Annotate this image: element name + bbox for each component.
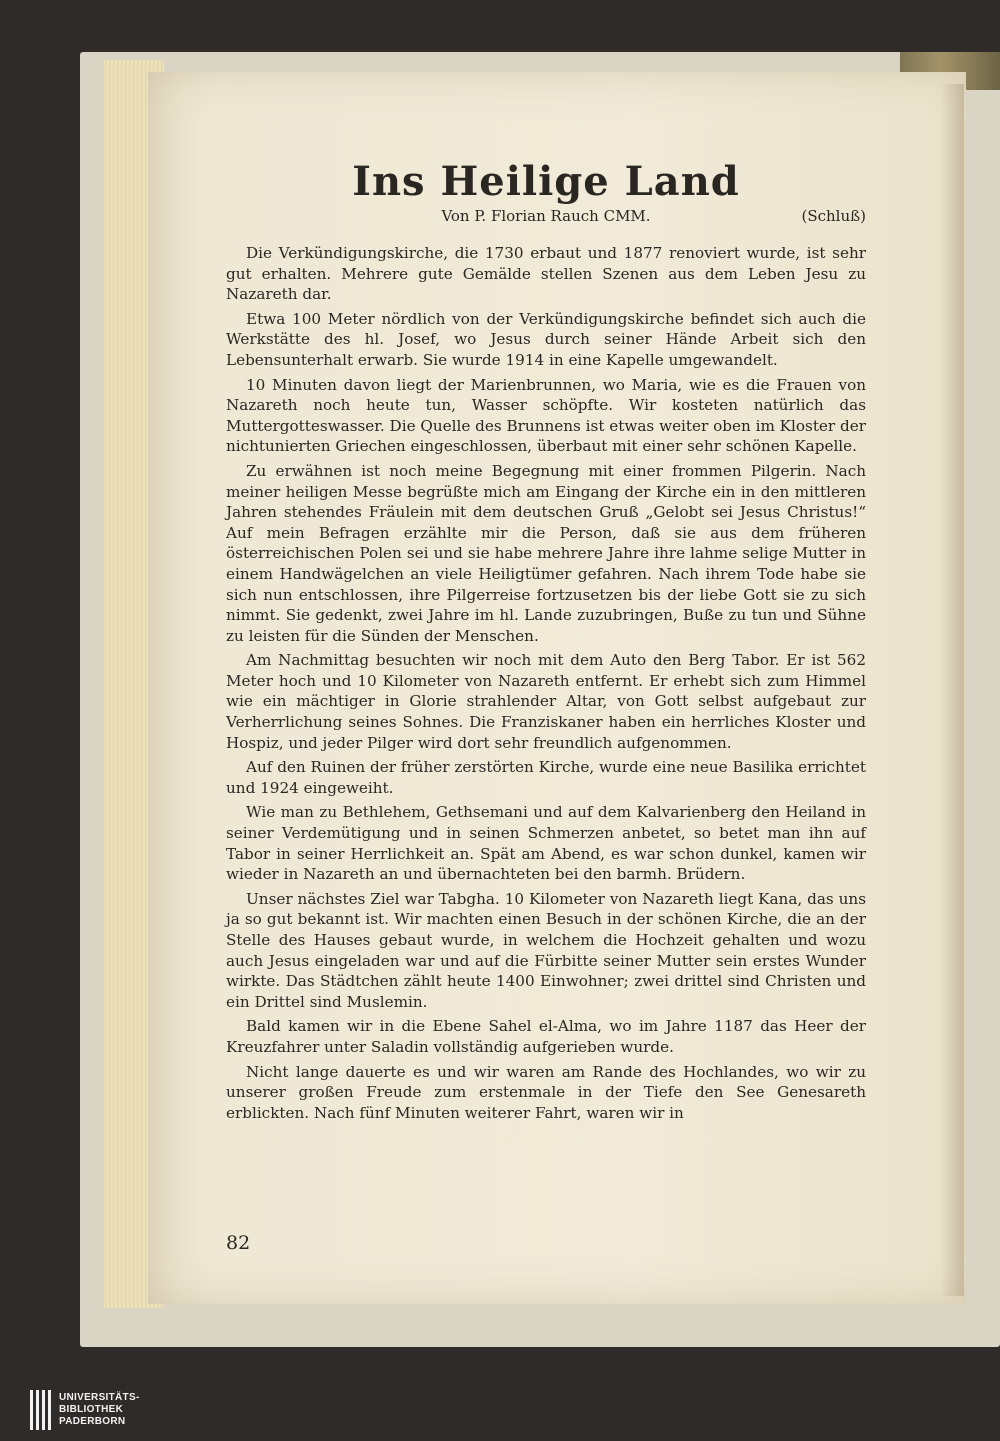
library-logo-icon <box>30 1390 51 1430</box>
paragraph: Etwa 100 Meter nördlich von der Verkündigungskirche befindet sich auch die Werkstätte des hl. Josef, wo Jesus durch seiner Hände Arbeit sich den Lebensunterhalt erwarb. Sie wurde 1914 in eine Kapelle umgewandelt. <box>226 309 866 369</box>
logo-line: PADERBORN <box>59 1416 126 1427</box>
article-title: Ins Heilige Land <box>352 158 740 205</box>
paragraph: Auf den Ruinen der früher zerstörten Kirche, wurde eine neue Basilika errichtet und 1924 eingeweiht. <box>226 758 866 797</box>
author-line: Von P. Florian Rauch CMM. <box>441 207 651 225</box>
paragraph: Bald kamen wir in die Ebene Sahel el-Alma, wo im Jahre 1187 das Heer der Kreuzfahrer unter Saladin vollständig aufgerieben wurde. <box>226 1017 866 1056</box>
paragraph: Zu erwähnen ist noch meine Begegnung mit einer frommen Pilgerin. Nach meiner heiligen Messe begrüßte mich am Eingang der Kirche ein in den mittleren Jahren stehendes Fräulein mit dem deutschen Gruß „Gelobt sei Jesus Christus!“ Auf mein Befragen erzählte mir die Person, daß sie aus dem früheren österreichischen Polen sei und sie habe mehrere Jahre ihre lahme selige Mutter in einem Handwägelchen an viele Heiligtümer gefahren. Nach ihrem Tode habe sie sich nun entschlossen, ihre Pilgerreise fortzusetzen bis der liebe Gott sie zu sich nimmt. Sie gedenkt, zwei Jahre im hl. Lande zuzubringen, Buße zu tun und Sühne zu leisten für die Sünden der Menschen. <box>226 461 866 645</box>
logo-line: BIBLIOTHEK <box>59 1404 124 1415</box>
logo-line: UNIVERSITÄTS- <box>59 1392 140 1403</box>
page-shadow <box>940 84 964 1296</box>
paragraph: Nicht lange dauerte es und wir waren am Rande des Hochlandes, wo wir zu unserer großen Freude zum erstenmale in der Tiefe den See Genesareth erblickten. Nach fünf Minuten weiterer Fahrt, waren wir in <box>226 1062 866 1122</box>
library-logo-text <box>59 1392 140 1428</box>
paragraph: Die Verkündigungskirche, die 1730 erbaut und 1877 renoviert wurde, ist sehr gut erhalten. Mehrere gute Gemälde stellen Szenen aus dem Leben Jesu zu Nazareth dar. <box>226 244 866 304</box>
paragraph: 10 Minuten davon liegt der Marienbrunnen, wo Maria, wie es die Frauen von Nazareth noch heute tun, Wasser schöpfte. Wir kosteten natürlich das Muttergotteswasser. Die Quelle des Brunnens ist etwas weiter oben im Kloster der nichtunierten Griechen eingeschlossen, überbaut mit einer sehr schönen Kapelle. <box>226 375 866 456</box>
page-number: 82 <box>226 1232 251 1254</box>
paragraph: Unser nächstes Ziel war Tabgha. 10 Kilometer von Nazareth liegt Kana, das uns ja so gut bekannt ist. Wir machten einen Besuch in der schönen Kirche, die an der Stelle des Hauses gebaut wurde, in welchem die Hochzeit gehalten und wozu auch Jesus eingeladen war und auf die Fürbitte seiner Mutter sein erstes Wunder wirkte. Das Städtchen zählt heute 1400 Einwohner; zwei drittel sind Christen und ein Drittel sind Muslemin. <box>226 889 866 1011</box>
library-logo <box>30 1388 250 1432</box>
byline <box>226 207 866 233</box>
sequel-note: (Schluß) <box>801 207 866 225</box>
paragraph: Wie man zu Bethlehem, Gethsemani und auf dem Kalvarienberg den Heiland in seiner Verdemütigung und in seinen Schmerzen anbetet, so betet man ihn auf Tabor in seiner Herrlichkeit an. Spät am Abend, es war schon dunkel, kamen wir wieder in Nazareth an und übernachteten bei den barmh. Brüdern. <box>226 803 866 884</box>
page-content <box>226 150 866 1127</box>
paragraph: Am Nachmittag besuchten wir noch mit dem Auto den Berg Tabor. Er ist 562 Meter hoch und 10 Kilometer von Nazareth entfernt. Er erhebt sich zum Himmel wie ein mächtiger in Glorie strahlender Altar, von Gott selbst aufgebaut zur Verherrlichung seines Sohnes. Die Franziskaner haben ein herrliches Kloster und Hospiz, und jeder Pilger wird dort sehr freundlich aufgenommen. <box>226 651 866 752</box>
